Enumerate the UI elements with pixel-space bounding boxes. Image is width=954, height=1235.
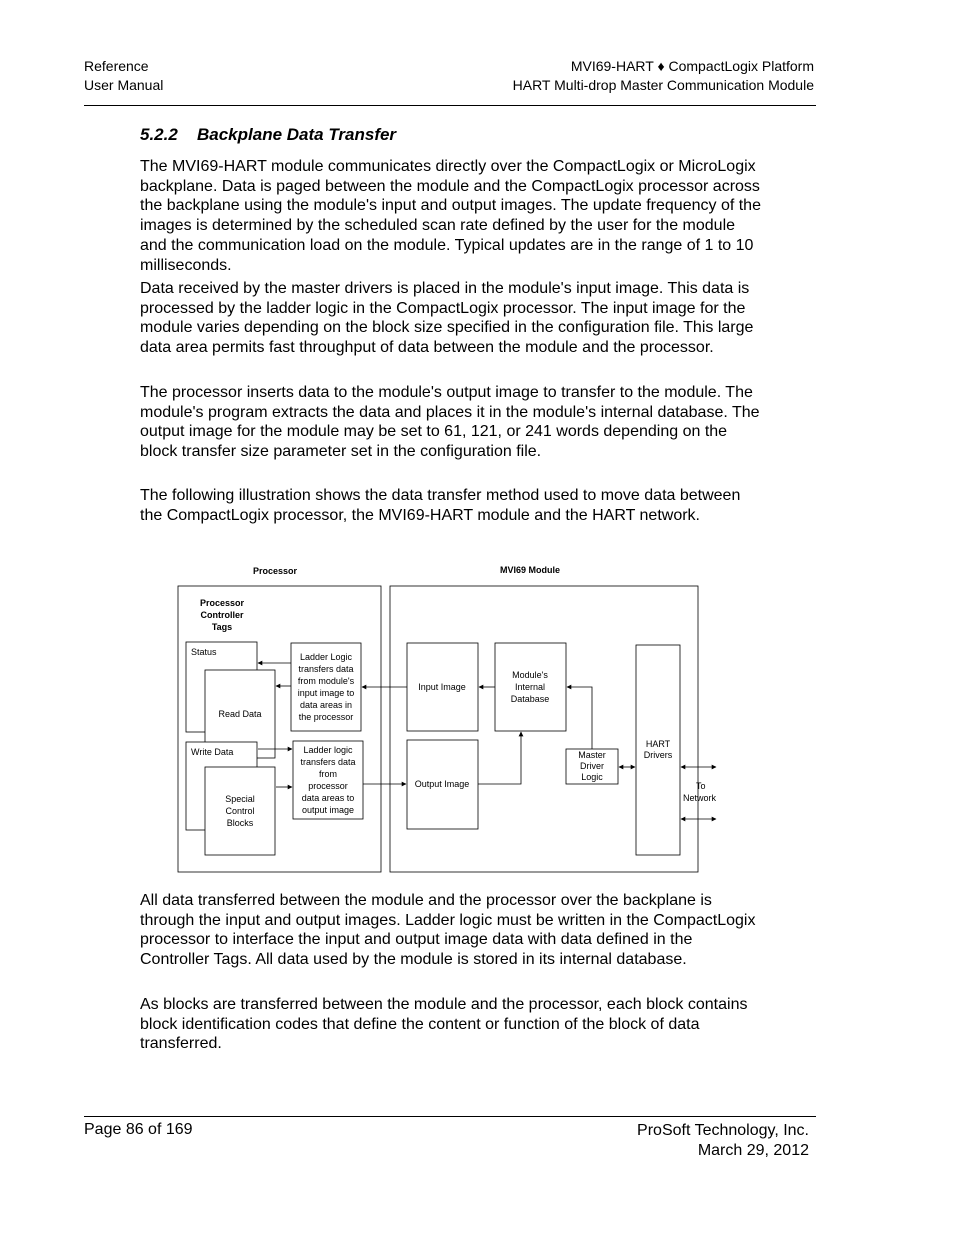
- section-heading: [140, 125, 396, 145]
- ladder-out-5: data areas to: [301, 793, 355, 803]
- ladder-out-6: output image: [301, 805, 355, 815]
- status-label: Status: [191, 647, 217, 657]
- tags-title-2: Controller: [200, 610, 244, 620]
- backplane-transfer-diagram: [170, 560, 730, 880]
- special-label-2: Control: [225, 806, 255, 816]
- section-number: 5.2.2: [140, 125, 178, 144]
- hart-drivers-1: HART: [645, 739, 671, 749]
- ladder-in-1: Ladder Logic: [299, 652, 353, 662]
- diagram-svg: [170, 560, 730, 880]
- header-section: Reference: [84, 58, 149, 74]
- internal-db-2: Internal: [514, 682, 546, 692]
- to-network-1: To: [696, 781, 706, 791]
- tags-title-1: Processor: [199, 598, 245, 608]
- master-driver-3: Logic: [581, 772, 603, 782]
- ladder-out-2: transfers data: [300, 757, 356, 767]
- paragraph-2: Data received by the master drivers is placed in the module's input image. This data is processed by the ladder logic in the CompactLogix processor. The input image for the module varies depending on the block size specified in the configuration file. This large data area permits fast throughput of data between the module and the processor.: [140, 280, 754, 357]
- paragraph-4: The following illustration shows the data transfer method used to move data between the CompactLogix processor, the MVI69-HART module and the HART network.: [140, 487, 741, 524]
- footer-right: [637, 1121, 809, 1161]
- ladder-out-4: processor: [308, 781, 348, 791]
- ladder-in-3: from module's: [297, 676, 355, 686]
- header-product-desc: HART Multi-drop Master Communication Module: [512, 77, 814, 93]
- header-doc-type: User Manual: [84, 77, 164, 93]
- running-header-right: [513, 57, 814, 95]
- master-driver-2: Driver: [580, 761, 604, 771]
- arrow-driver-to-db: [567, 687, 592, 749]
- paragraph-5: All data transferred between the module and the processor over the backplane is through the input and output images. Ladder logic must be written in the CompactLogix processor to interface the input and output image data with data defined in the Controller Tags. All data used by the module is stored in its internal database.: [140, 892, 756, 969]
- paragraph-6: As blocks are transferred between the module and the processor, each block contains block identification codes that define the content or function of the block of data transferred.: [140, 996, 748, 1053]
- ladder-in-5: data areas in: [299, 700, 353, 710]
- running-header-left: [84, 57, 163, 95]
- processor-title: Processor: [252, 566, 298, 576]
- section-title: Backplane Data Transfer: [197, 125, 397, 144]
- output-image-label: Output Image: [414, 779, 470, 789]
- module-title: MVI69 Module: [499, 565, 561, 575]
- footer-rule: [84, 1116, 816, 1117]
- special-label-3: Blocks: [226, 818, 254, 828]
- input-image-label: Input Image: [418, 682, 466, 692]
- ladder-out-1: Ladder logic: [303, 745, 353, 755]
- ladder-in-6: the processor: [298, 712, 354, 722]
- header-product: MVI69-HART ♦ CompactLogix Platform: [570, 58, 814, 74]
- ladder-out-3: from: [319, 769, 337, 779]
- to-network-2: Network: [683, 793, 717, 803]
- read-data-label: Read Data: [218, 709, 262, 719]
- page-number: Page 86 of 169: [84, 1121, 193, 1138]
- footer-date: March 29, 2012: [697, 1142, 809, 1159]
- paragraph-1: The MVI69-HART module communicates directly over the CompactLogix or MicroLogix backplane. Data is paged between the module and the CompactLogix processor across the backplane using the module's input and output images. The update frequency of the images is determined by the scheduled scan rate defined by the user for the module and the communication load on the module. Typical updates are in the range of 1 to 10 milliseconds.: [140, 158, 761, 274]
- write-data-label: Write Data: [191, 747, 234, 757]
- tags-title-3: Tags: [211, 622, 233, 632]
- internal-db-3: Database: [510, 694, 550, 704]
- ladder-in-2: transfers data: [298, 664, 354, 674]
- master-driver-1: Master: [578, 750, 606, 760]
- paragraph-3: The processor inserts data to the module's output image to transfer to the module. The module's program extracts the data and places it in the module's internal database. The output image for the module may be set to 61, 121, or 241 words depending on the block transfer size parameter set in the configuration file.: [140, 384, 760, 461]
- special-label-1: Special: [225, 794, 255, 804]
- hart-drivers-2: Drivers: [643, 750, 673, 760]
- internal-db-1: Module's: [512, 670, 548, 680]
- arrow-output-to-db: [478, 732, 521, 784]
- footer-company: ProSoft Technology, Inc.: [637, 1122, 809, 1139]
- header-rule: [84, 105, 816, 106]
- ladder-in-4: input image to: [297, 688, 355, 698]
